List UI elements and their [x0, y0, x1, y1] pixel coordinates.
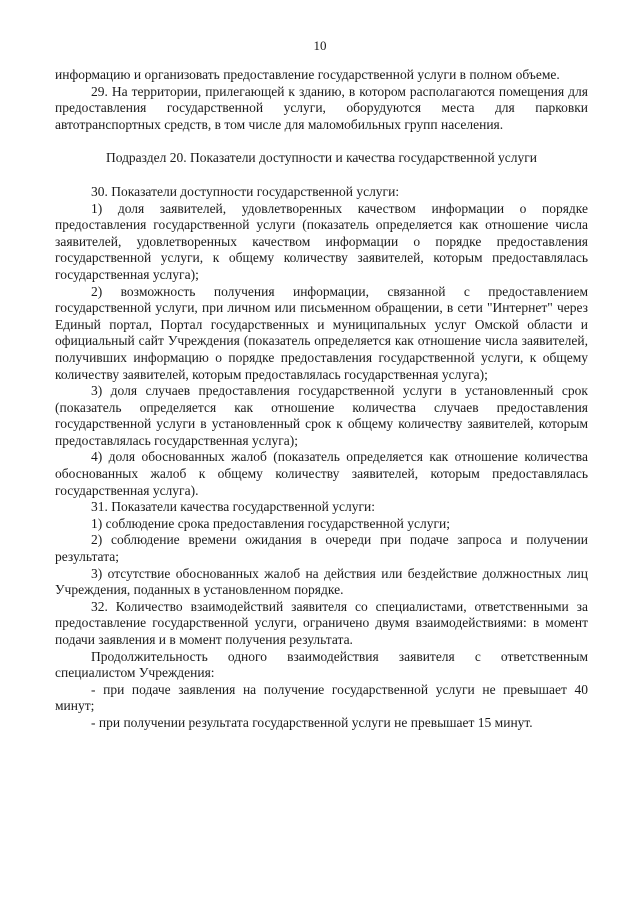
list-item-30-2: 2) возможность получения информации, связанной с предоставлением государственной услуги, при личном или письменном обращении, в сети "Интернет" через Единый портал, Портал государственных и муниципальных услуг Омской области и официальный сайт Учреждения (показатель определяется как отношение числа заявителей, получивших информацию о порядке предоставления государственной услуги, к общему количеству заявителей, которым предоставлялась государственная услуга); [55, 283, 588, 382]
paragraph-29: 29. На территории, прилегающей к зданию, в котором располагаются помещения для предоставления государственной услуги, оборудуются места для парковки автотранспортных средств, в том числе для маломобильных групп населения. [55, 83, 588, 132]
paragraph-continuation: информацию и организовать предоставление государственной услуги в полном объеме. [55, 67, 560, 82]
list-item-31-3: 3) отсутствие обоснованных жалоб на действия или бездействие должностных лиц Учреждения, поданных в установленном порядке. [55, 565, 588, 598]
subsection-heading: Подраздел 20. Показатели доступности и качества государственной услуги [105, 150, 538, 166]
list-item-duration-1: - при подаче заявления на получение государственной услуги не превышает 40 минут; [55, 681, 588, 714]
paragraph-31: 31. Показатели качества государственной услуги: [91, 499, 376, 515]
list-item-31-2: 2) соблюдение времени ожидания в очереди при подаче запроса и получении результата; [55, 532, 588, 565]
page-number: 10 [313, 38, 327, 53]
document-body [55, 67, 588, 732]
paragraph-duration: Продолжительность одного взаимодействия заявителя с ответственным специалистом Учреждения: [55, 648, 588, 681]
paragraph-30: 30. Показатели доступности государственной услуги: [91, 183, 400, 199]
list-item-30-4: 4) доля обоснованных жалоб (показатель определяется как отношение количества обоснованных жалоб к общему количеству заявителей, которым предоставлялась государственная услуга). [55, 449, 588, 498]
list-item-31-1: 1) соблюдение срока предоставления государственной услуги; [91, 515, 451, 531]
list-item-30-3: 3) доля случаев предоставления государственной услуги в установленный срок (показатель определяется как отношение количества случаев предоставления государственной услуги в установленный срок к общему количеству заявителей, которым предоставлялась государственная услуга); [55, 383, 588, 448]
paragraph-32: 32. Количество взаимодействий заявителя со специалистами, ответственными за предоставление государственной услуги, ограничено двумя взаимодействиями: в момент подачи заявления и в момент получения результата. [55, 598, 588, 647]
list-item-30-1: 1) доля заявителей, удовлетворенных качеством информации о порядке предоставления государственной услуги (показатель определяется как отношение числа заявителей, удовлетворенных качеством информации о порядке предоставления государственной услуги, к общему количеству заявителей, которым предоставлялась государственная услуга); [55, 200, 588, 282]
list-item-duration-2: - при получении результата государственной услуги не превышает 15 минут. [91, 714, 533, 730]
